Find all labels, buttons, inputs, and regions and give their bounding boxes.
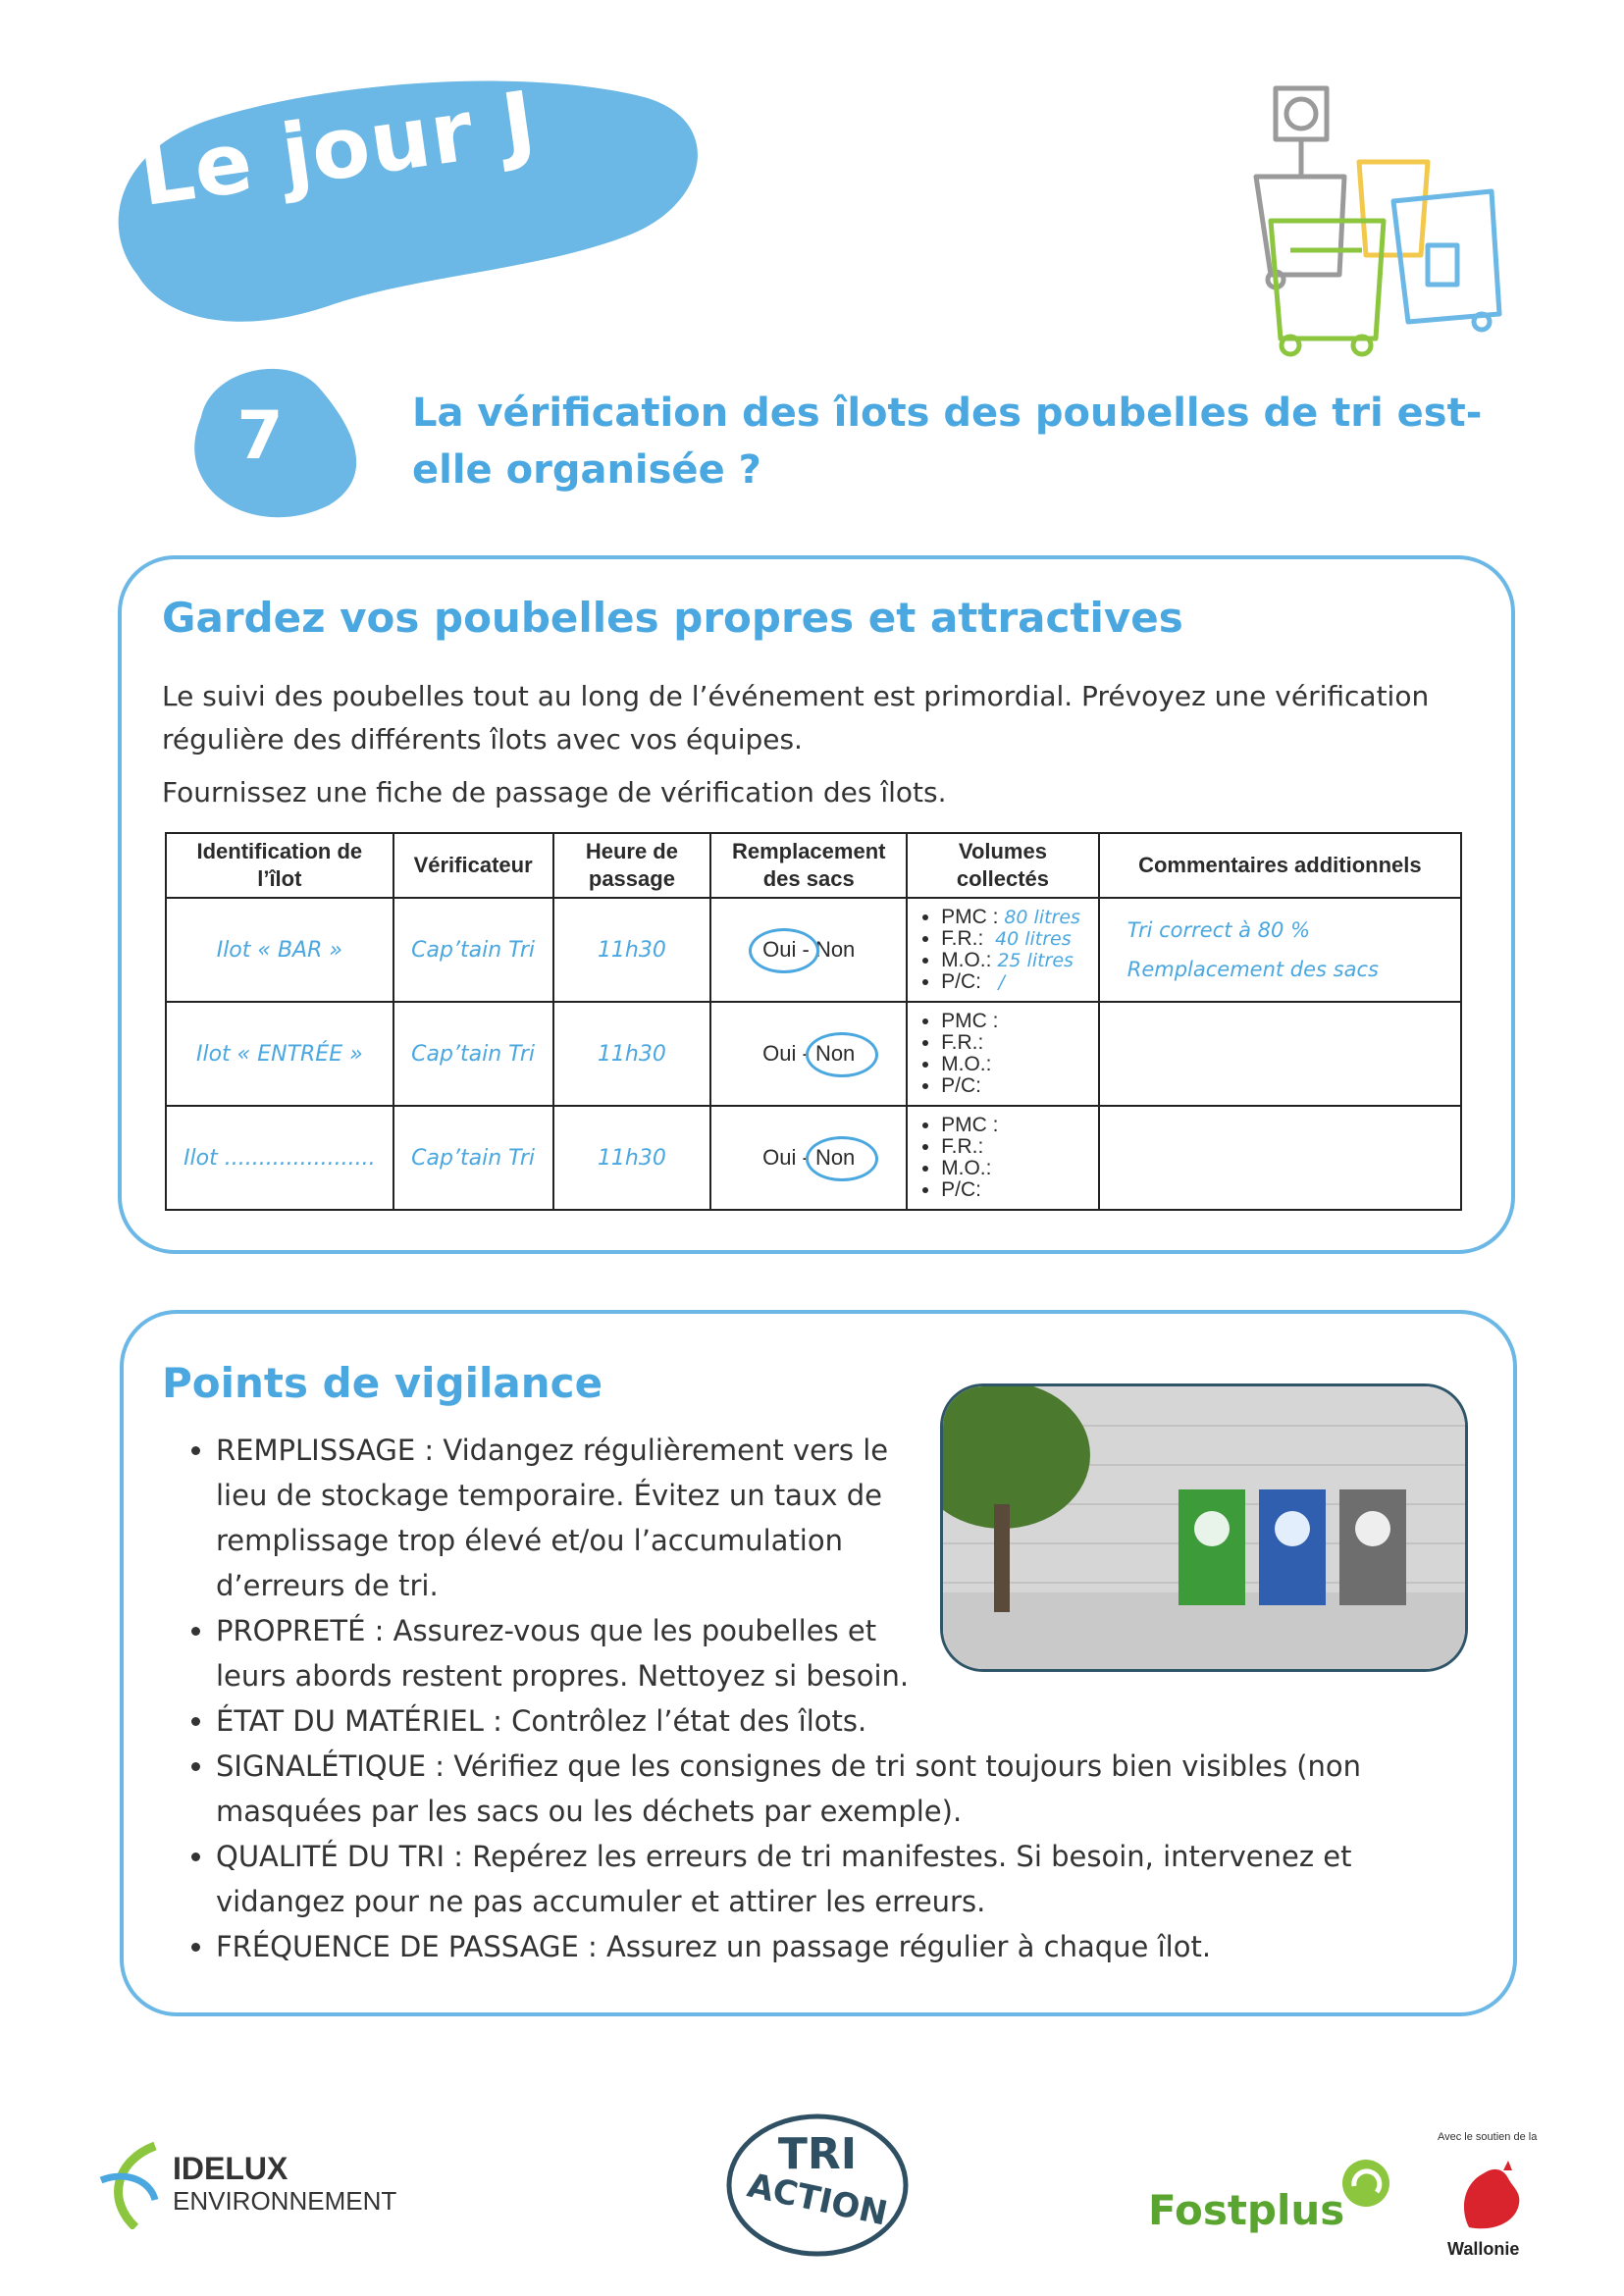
fostplus-name: Fostplus <box>1148 2186 1345 2234</box>
section-paragraph-fiche: Fournissez une fiche de passage de vérification des îlots. <box>162 776 947 809</box>
volume-label-mo: • M.O.: <box>941 1054 1097 1075</box>
volume-label-fr: • F.R.: <box>941 1136 1097 1158</box>
comment-line: Remplacement des sacs <box>1126 958 1379 981</box>
wallonie-support-text: Avec le soutien de la <box>1438 2131 1538 2143</box>
option-separator: - <box>802 1041 810 1066</box>
idelux-logo <box>96 2141 410 2229</box>
vigilance-item-proprete: PROPRETÉ : Assurez-vous que les poubelles et leurs abords restent propres. Nettoyez si besoin. <box>216 1614 910 1693</box>
list-item <box>216 1924 1480 1969</box>
volume-label-fr: • F.R.: <box>941 1032 1097 1054</box>
volume-label-pc: • P/C: <box>941 1075 1097 1097</box>
cell-verificateur: Cap’tain Tri <box>393 1002 553 1106</box>
volume-label-mo: M.O.: <box>941 949 992 971</box>
table-row <box>166 1106 1461 1210</box>
column-header-commentaires: Commentaires additionnels <box>1099 833 1461 898</box>
volume-label-mo: • M.O.: <box>941 1158 1097 1179</box>
cell-volumes <box>907 1106 1099 1210</box>
idelux-name: IDELUX <box>173 2151 288 2186</box>
cell-commentaires <box>1099 898 1461 1002</box>
vigilance-item-remplissage: REMPLISSAGE : Vidangez régulièrement vers le lieu de stockage temporaire. Évitez un taux de remplissage trop élevé et/ou l’accumulation d’erreurs de tri. <box>216 1434 889 1602</box>
list-item <box>216 1834 1480 1924</box>
tri-action-line2: ACTION <box>744 2166 891 2234</box>
tri-action-line1: TRI <box>777 2129 858 2179</box>
volume-value-fr: 40 litres <box>994 928 1072 950</box>
cell-commentaires <box>1099 1002 1461 1106</box>
cell-remplacement <box>710 1002 907 1106</box>
list-item <box>216 1744 1480 1834</box>
cell-verificateur: Cap’tain Tri <box>393 1106 553 1210</box>
volume-label-pmc: • PMC : <box>941 1115 1097 1136</box>
table-row <box>166 898 1461 1002</box>
cell-remplacement <box>710 1106 907 1210</box>
cell-heure: 11h30 <box>553 1106 711 1210</box>
option-oui: Oui <box>762 1041 797 1066</box>
selection-circle <box>749 928 819 973</box>
list-item <box>216 1698 1480 1744</box>
table-header-row <box>166 833 1461 898</box>
selection-circle <box>806 1136 878 1181</box>
option-separator: - <box>802 937 810 962</box>
step-number: 7 <box>236 397 284 475</box>
cell-volumes <box>907 1002 1099 1106</box>
verification-table <box>165 832 1462 1211</box>
section-heading-clean-bins: Gardez vos poubelles propres et attractives <box>162 594 1183 642</box>
rooster-icon <box>1449 2159 1528 2237</box>
cell-heure: 11h30 <box>553 1002 711 1106</box>
vigilance-list <box>175 1428 1480 1969</box>
cell-ilot: Ilot ...................... <box>166 1106 393 1210</box>
cell-ilot: Ilot « ENTRÉE » <box>166 1002 393 1106</box>
selection-circle <box>806 1032 878 1077</box>
fostplus-logo <box>1148 2157 1393 2247</box>
column-header-remplacement: Remplacement des sacs <box>710 833 907 898</box>
table-row <box>166 1002 1461 1106</box>
list-item <box>216 1428 932 1608</box>
option-separator: - <box>802 1145 810 1170</box>
step-question: La vérification des îlots des poubelles de tri est-elle organisée ? <box>412 391 1483 493</box>
list-item <box>216 1608 932 1698</box>
cell-remplacement <box>710 898 907 1002</box>
volume-value-pmc: 80 litres <box>1004 907 1080 928</box>
volume-label-pc: • P/C: <box>941 1179 1097 1201</box>
recycling-bins-icon <box>1246 78 1511 373</box>
option-oui: Oui <box>762 1145 797 1170</box>
cell-commentaires <box>1099 1106 1461 1210</box>
column-header-verificateur: Vérificateur <box>393 833 553 898</box>
option-non: Non <box>814 1041 856 1066</box>
column-header-volumes: Volumes collectés <box>907 833 1099 898</box>
vigilance-item-qualite: QUALITÉ DU TRI : Repérez les erreurs de tri manifestes. Si besoin, intervenez et vidangez pour ne pas accumuler et attirer les erreurs. <box>216 1840 1352 1918</box>
option-non: Non <box>814 937 856 962</box>
volume-label-pc: P/C: <box>941 970 981 993</box>
idelux-subtitle: ENVIRONNEMENT <box>173 2186 397 2216</box>
comment-line: Tri correct à 80 % <box>1126 918 1311 942</box>
vigilance-item-signaletique: SIGNALÉTIQUE : Vérifiez que les consignes de tri sont toujours bien visibles (non masquées par les sacs ou les déchets par exemple). <box>216 1749 1362 1828</box>
option-oui: Oui <box>762 937 797 962</box>
volume-label-pmc: • PMC : <box>941 1011 1097 1032</box>
tri-action-logo <box>724 2112 911 2259</box>
wallonie-logo <box>1438 2131 1545 2264</box>
cell-ilot: Ilot « BAR » <box>166 898 393 1002</box>
section-paragraph-intro: Le suivi des poubelles tout au long de l’événement est primordial. Prévoyez une vérification régulière des différents îlots avec vos équipes. <box>162 680 1430 756</box>
volume-value-mo: 25 litres <box>997 950 1074 971</box>
vigilance-item-etat: ÉTAT DU MATÉRIEL : Contrôlez l’état des îlots. <box>216 1704 867 1738</box>
cell-heure: 11h30 <box>553 898 711 1002</box>
cell-verificateur: Cap’tain Tri <box>393 898 553 1002</box>
volume-label-pmc: PMC : <box>941 906 999 928</box>
volume-label-fr: F.R.: <box>941 927 984 950</box>
volume-value-pc: / <box>998 971 1005 993</box>
column-header-ilot: Identification de l’îlot <box>166 833 393 898</box>
column-header-heure: Heure de passage <box>553 833 711 898</box>
cell-volumes <box>907 898 1099 1002</box>
page-title: Le jour J <box>133 73 543 226</box>
vigilance-item-frequence: FRÉQUENCE DE PASSAGE : Assurez un passage régulier à chaque îlot. <box>216 1930 1212 1963</box>
wallonie-name: Wallonie <box>1447 2239 1520 2259</box>
section-heading-vigilance: Points de vigilance <box>162 1359 603 1407</box>
option-non: Non <box>814 1145 856 1170</box>
